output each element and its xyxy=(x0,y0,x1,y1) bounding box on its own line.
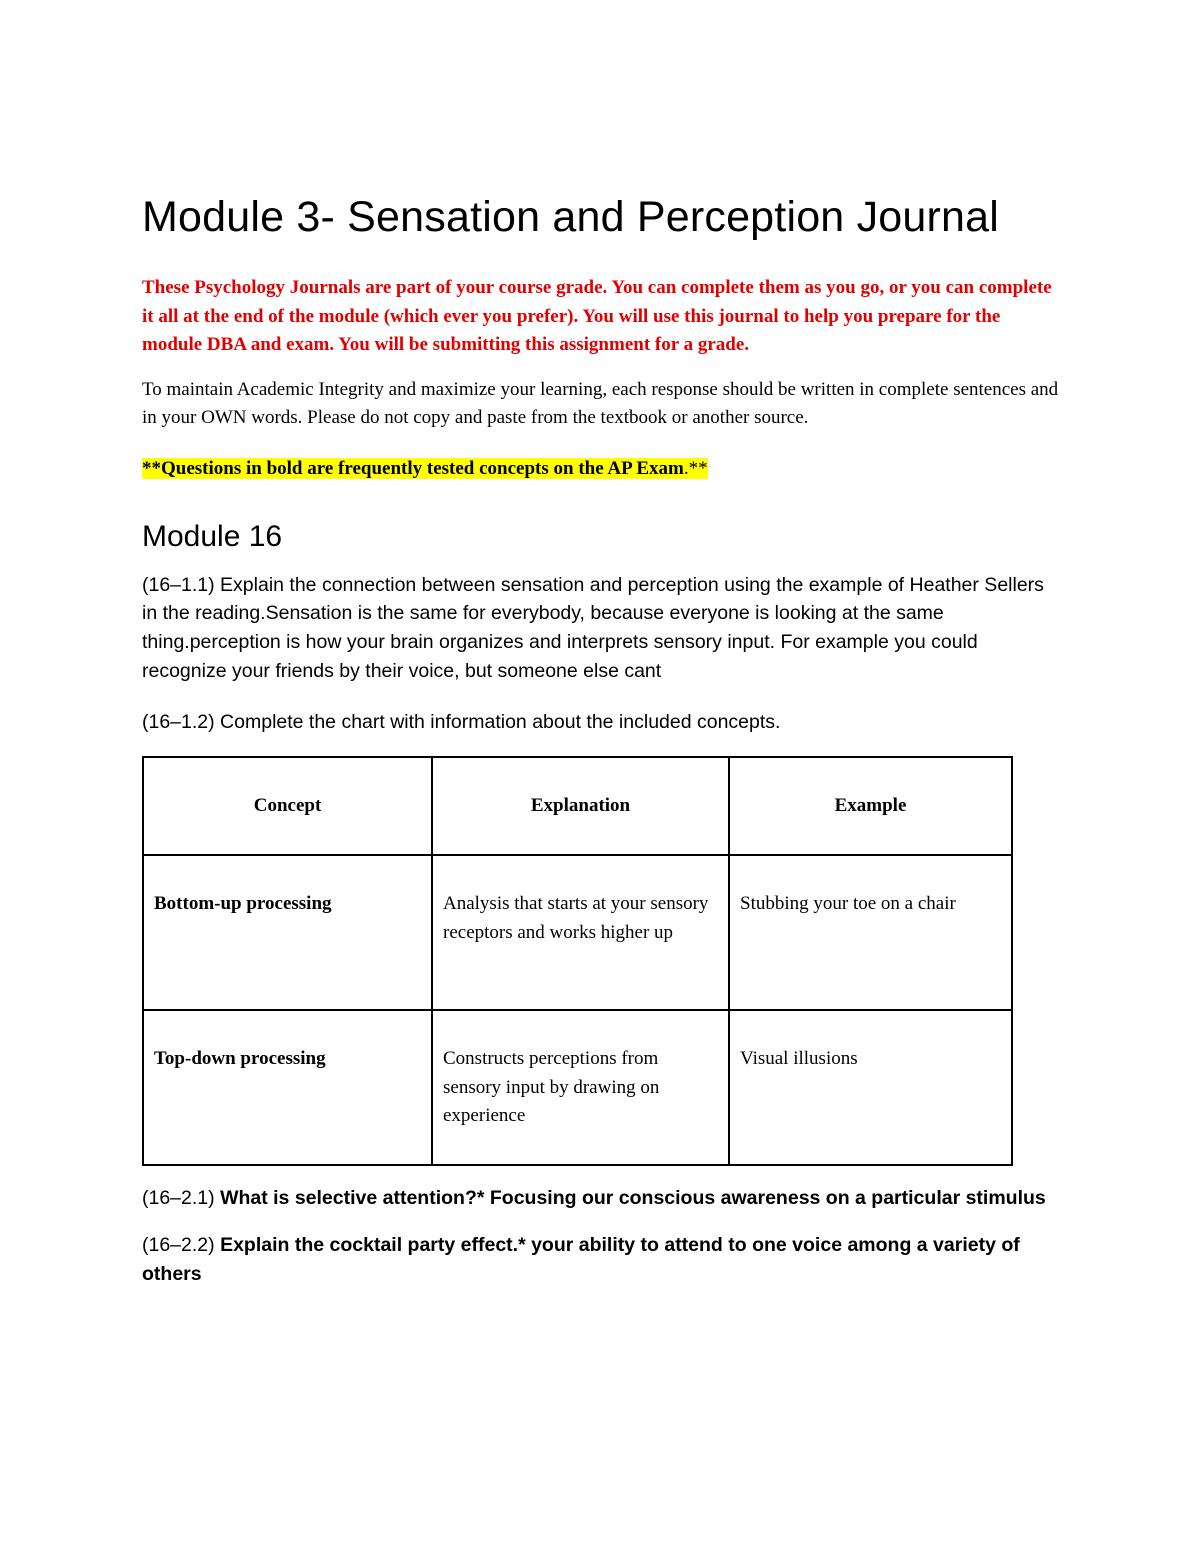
intro-instructions: These Psychology Journals are part of your course grade. You can complete them as you go, or you can complete it all at the end of the module (which ever you prefer). You will use this journal to help you prepare for the module DBA and exam. You will be submitting this assignment for a grade. xyxy=(142,277,1052,355)
example-top-down: Visual illusions xyxy=(740,1048,858,1070)
table-row xyxy=(143,1010,1012,1165)
ap-exam-note-main: **Questions in bold are frequently tested concepts on the AP Exam xyxy=(142,457,684,479)
page-title: Module 3- Sensation and Perception Journal xyxy=(142,193,999,241)
table-cell-concept xyxy=(143,1010,432,1165)
question-number: (16–2.1) xyxy=(142,1187,221,1210)
question-16-2-2 xyxy=(142,1231,1062,1289)
table-header-row xyxy=(143,757,1012,855)
question-16-1-2: (16–1.2) Complete the chart with information about the included concepts. xyxy=(142,710,781,733)
ap-exam-note xyxy=(142,455,1062,483)
explanation-bottom-up: Analysis that starts at your sensory receptors and works higher up xyxy=(443,893,709,943)
question-answer-text: What is selective attention?* Focusing our conscious awareness on a particular stimulus xyxy=(220,1187,1046,1210)
table-cell-concept xyxy=(143,855,432,1010)
table-header-example: Example xyxy=(729,757,1012,855)
table-cell-example xyxy=(729,855,1012,1010)
academic-integrity-note: To maintain Academic Integrity and maximize your learning, each response should be written in complete sentences and in your OWN words. Please do not copy and paste from the textbook or another source. xyxy=(142,378,1059,428)
explanation-top-down: Constructs perceptions from sensory input by drawing on experience xyxy=(443,1048,660,1127)
table-row xyxy=(143,855,1012,1010)
table-header-concept: Concept xyxy=(143,757,432,855)
table-cell-example xyxy=(729,1010,1012,1165)
table-header-explanation: Explanation xyxy=(432,757,729,855)
example-bottom-up: Stubbing your toe on a chair xyxy=(740,893,956,915)
ap-exam-note-tail: .** xyxy=(683,457,708,479)
document-content xyxy=(142,188,1062,1289)
table-cell-explanation xyxy=(432,1010,729,1165)
concepts-table xyxy=(142,756,1013,1166)
concept-bottom-up: Bottom-up processing xyxy=(154,893,332,915)
concept-top-down: Top-down processing xyxy=(154,1048,326,1070)
table-cell-explanation xyxy=(432,855,729,1010)
question-16-2-1 xyxy=(142,1184,1062,1213)
question-16-1-1: (16–1.1) Explain the connection between sensation and perception using the example of Heather Sellers in the reading.Sensation is the same for everybody, because everyone is looking at the same thing.perception is how your brain organizes and interprets sensory input. For example you could recognize your friends by their voice, but someone else cant xyxy=(142,573,1044,682)
module-heading: Module 16 xyxy=(142,519,283,553)
question-number: (16–2.2) xyxy=(142,1234,221,1257)
question-answer-text: Explain the cocktail party effect.* your ability to attend to one voice among a variety of others xyxy=(142,1234,1020,1286)
